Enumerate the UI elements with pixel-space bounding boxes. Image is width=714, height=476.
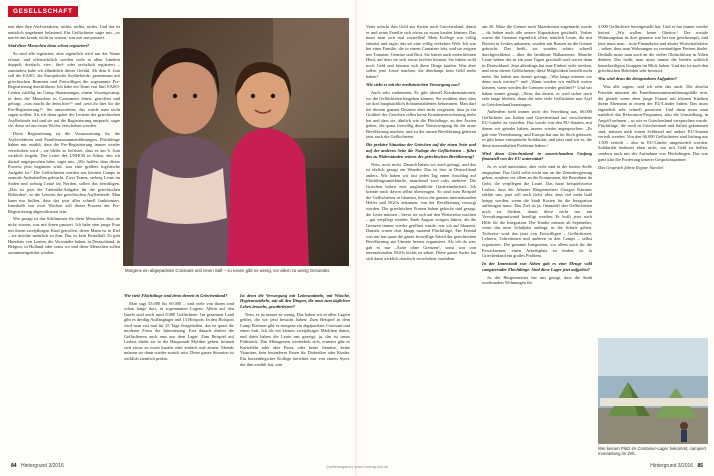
article-paragraph: Außerdem steht immer noch der Verteilung aus, 66.000 Geflüchtete aus Italien und Griechenland auf verschiedene EU-Länder zu verteilen. Das wurde von den EU-Staaten, mit denen wir geredet haben, immer wieder angesprochen: „Es gab eine Vereinbarung, und Europa hat uns im Stich gelassen, es gibt keine europäische Solidarität, und jetzt sind wir es, die diese massenhaften Probleme haben.“ bbox=[482, 109, 592, 148]
footer-source-line: Quelle/angaben: www.hintergrund.de bbox=[325, 465, 389, 469]
interview-question: Sind diese Menschen denn schon registriert? bbox=[8, 43, 90, 49]
left-column-2 bbox=[124, 290, 234, 460]
article-paragraph: am 20. März die Grenze nach Mazedonien zugemacht wurde – da haben auch alle unsere Kapazitäten geschafft. Vorher waren die Grenzen eigentlich offen, nämlich Leute, die mit Booten in Lesbos ankamen, wurden mit Bussen an die Grenze gebracht. Das heißt, sie wurden relativ schnell durchgeschleust – über die berühmte Balkanroute. Manche Leute haben das in ein paar Tagen geschafft und waren dann in Deutschland. Jetzt allerdings hat eine Einheit viele stecken, und zwar diesen Geflüchteten, diese Möglichkeit bestellt nicht mehr. Sie haben uns immer gefragt, „Wie lange müssen wir denn noch warten?“ und „Wann werden wir endlich weiter können, wann werden die Grenzen wieder geöffnet?“ Und wir haben immer gesagt, „Nein, das dauert, es wird sicher noch sehr lange bleiben, dann das sehr viele Geflüchtete nun Asyl in Griechenland beantragen. bbox=[482, 24, 592, 107]
article-paragraph: Nein, noch nicht. Danach haben wir auch gefragt, und das ist ehrlich gesagt ein Wunder. Das ist hier in Deutschland anders. Wir haben wir fast jeden Tag einen Anschlag auf Flüchtlingsunterkünfte, manchmal zwei oder mehrere. Die Griechen haben eine unglaubliche Gastfreundschaft. Ich konnte mich davon selbst überzeugen. So sind zum Beispiel die Geflüchteten in Idomeni, bevor die ganzen internationalen Helfer und NGOs ankamen, von der Bevölkerung versorgt worden. Die griechischen Frauen haben gekocht und gesagt, die Leute müssen – bevor sie sich auf den Weiterreise machen – gut verpflegt werden. Ende August vorigen Jahres, als die Grenzen immer wieder geöffnet wurde, war ich auf Idomeni. Damals waren dort knapp tausend Flüchtlinge. Ein Freund von mir hat quasi die ganze freiwillige Arbeit der griechischen Bevölkerung am Umsetz heraus organisiert. Als ich da war, gab es nur „Ärzte ohne Grenzen“, sonst war von internationalen NGOs nichts zu sehen. Diese ganze Sache hat sich dann wirklich drastisch verschoben, nachdem bbox=[366, 161, 476, 261]
left-photo-caption: Morgens ein abgepacktes Croissant und einen Saft – zu essen gibt es wenig, vor allem zu wenig Gesundes bbox=[125, 268, 330, 273]
left-page bbox=[0, 0, 356, 476]
interview-question: Ist denn die Versorgung mit Lebensmitteln, mit Wäsche, Hygieneartikeln, mit all den Dingen, die man zum täglichen Leben braucht, gewährleistet? bbox=[240, 292, 350, 309]
mother-child-photo bbox=[123, 18, 349, 266]
right-column-1 bbox=[366, 24, 476, 460]
article-paragraph: Ja, der Bürgermeister hat uns gesagt, dass die Stadt zweihundert Wohnungen für bbox=[482, 274, 592, 286]
right-issue-label: Hintergrund 3/2016 bbox=[650, 463, 694, 469]
left-page-number: 84 bbox=[11, 463, 17, 469]
article-paragraph: Man sagt 55.000 bis 60.000 – und viele von ihnen sind schon lange dort, in sogenannten Lagern. Allein auf den Inseln sind noch rund 8.000 Geflüchtete. Im gesamten Land gibt es dreißig Auffanglager und 13 Hotspots. In den Hotspots wird man erst mal für 25 Tage festgehalten, das ist quasi die moderne Form der Internierung. Erst danach dürfen die Geflüchteten auch raus aus dem Lager. Zum Beispiel auf Lesbos direkt sie in die Hauptstadt Mytilini gehen, können sich etwas zu essen kaufen oder einfach mal atmen. Abends müssen sie dann wieder zurück sein. Diese ganze Situation ist wirklich ziemlich prekär. bbox=[124, 300, 234, 362]
right-footer bbox=[650, 463, 706, 469]
interview-question: Was wird denn die dringendsten Aufgaben? bbox=[598, 76, 677, 82]
article-paragraph: Was alle sagten, und ich sehe das auch: Die absolut Priorität müssten die Familienzusammenführungsfälle sein, die gerade wenn eben junge Frauen mit kleinen Kindern ihrem Ehemann in einem der EU-Länder haben. Das muss eigentlich sehr schnell passieren. Und dann muss man natürlich das Relocation-Programm, also die Umsiedlung, in Angriff nehmen – so wie es Griechenland versprochen wurde. Flüchtlinge, die noch in Griechenland und Italien gekommen sind, müssen nach einem Schlüssel auf andere EU-Staaten verteilt werden. Von den 66.000 Geflüchteten sind bislang nur 1.500 verteilt – also in EU-Länder umgesiedelt worden. Solidarität bedeutet eben nicht, nur mit Geld zu helfen, sondern auch mit der Aufnahme von Flüchtlingen. Das war ganz klar die Forderung unserer Gesprächspartner. bbox=[598, 84, 708, 162]
article-paragraph: Vater schickt ihm Geld aus Syrien nach Griechenland, damit er und seine Familie sich etwas zu essen kaufen können. Das muss man sich mal vorstellen! Mein Kollege war völlig entsetzt und sagte, das sei eine völlig verkehrte Welt. Ich war bei einer Familie, die in einem Container lebt, und sie zeigten mir Tomaten, Gemüse und Brot. Sie hatten auch einen kleinen Herd, auf dem sie sich etwas kochen können. Sie haben wohl noch Geld und können sich diese Dinge kaufen. Was aber sollen jene Leute machen, die überhaupt kein Geld mehr haben? bbox=[366, 24, 476, 79]
interview-question: Wie viele Flüchtlinge sind denn derzeit in Griechenland? bbox=[124, 292, 228, 298]
right-column-3 bbox=[598, 24, 708, 334]
right-page-number: 85 bbox=[697, 463, 703, 469]
section-rubric: GESELLSCHAFT bbox=[8, 6, 78, 17]
right-photo-caption: Wer keinen Platz im Container-Lager bekommt, campiert monatelang im Zelt. bbox=[598, 446, 707, 457]
left-footer bbox=[8, 463, 64, 469]
left-column-1 bbox=[8, 24, 120, 460]
interview-question: Wird denn Griechenland in ausreichendem Umfang finanziell von der EU unterstützt? bbox=[482, 150, 592, 162]
interview-question: Wie sieht es mit der medizinischen Versorgung aus? bbox=[366, 81, 460, 87]
article-paragraph: 3.000 Geflüchtete bereitgestellt hat. Und er hat immer wieder betont: „Wir wollen keine Ghettos.“ Der soziale Wohnungsbau ist dort genauso wie bei uns geschrumpft, und jetzt muss man – trotz Finanzkrise und akuter Wirtschaftskrise – sehen, dass man Wohnungen zu vernünftigen Preisen findet. Deshalb muss man auch an die vielen Obdachlosen in Athen denken. Das heißt, man muss immer die beiden wirklich benachteiligten Gruppen im Blick haben. Und das ist auch den griechischen Behörden sehr bewusst. bbox=[598, 24, 708, 74]
left-issue-label: Hintergrund 3/2016 bbox=[20, 463, 64, 469]
right-page bbox=[358, 0, 714, 476]
interview-signature: Das Gespräch führte Regine Naeckel bbox=[598, 165, 664, 171]
interview-question: In der Innenstadt von Athen gab es eine Menge wild campierender Flüchtlinge. Sind diese Lager jetzt aufgelöst? bbox=[482, 261, 592, 272]
article-paragraph: Diese Registrierung ist die Voraussetzung für die Asylverfahren und Familienzusammenführungen. Flüchtlinge haben mir erzählt, dass die Pre-Registrierung immer wieder verschoben wird – sie bleibt so befristet, dass es am 6. Juni wirklich losgeht. Der Leiter des UNHCR in Athen, den ich darauf angesprochen habe, sagte mir, „Wir hoffen, dass dieser Prozess jetzt beginnen wird, was eine größere logistische Aufgabe ist.“ Die Geflüchteten werden aus kleinen Camps in zentrale Anlaufstellen gebracht. Zwei Teams, siebzig Leute im Süden und siebzig Leute im Norden, sollen das bewältigen. „Das ist jetzt die Tætitabla-Aufgabe für die griechischen Behörden“, so die Leiterin der griechischen Asylbehörde. Man kann nur hoffen, dass das jetzt alles schnell funktioniert. Innerhalb von zwei Wochen soll dieser Prozess der Pre-Registrierung abgeschlossen sein. bbox=[8, 131, 120, 214]
article-paragraph: So sind alle registriert, aber eigentlich wird nur der Name erfasst, und offensichtlich werden viele in allen Ländern doppelt, dreifach, vier-, fünf- oder sechsfach registriert – zumindest habe ich allmählich dieses Gefühl. Ab dem 6. Juni soll die EASO, die Europäische Asylbehörde, gemeinsam mit griechischen Beamten und Freiwilligen die sogenannte Pre-Registrierung durchführen. Ich habe ein Team von fünf EASO-Leuten zufällig im Camp Skaramangas, einem Vorzeigecamp, in dem die Menschen in Containern leben, getroffen und gefragt, „was macht ihr denn hier?“ und „seid ihr hier für die Pre-Registrierung?“. Sie antworteten, das würde man nicht sagen wollen. Als ich dann später die Leiterin der griechischen Asylbehörde traf und sie auf die Registrierung ansprach, sagte sie, diese sei ein erster Woche verschoben worden. bbox=[8, 51, 120, 129]
article-paragraph: nen über ihre Asylverfahren, nichts, nichts, nichts. Und das ist natürlich ungeheuer belastend. Ein Geflüchteter sagte mir, „es macht uns krank, nicht zu wissen, was mit uns passiert. bbox=[8, 24, 120, 41]
left-column-3 bbox=[240, 290, 350, 460]
camp-tent-photo bbox=[598, 338, 708, 444]
right-column-2 bbox=[482, 24, 592, 460]
article-paragraph: Nein, es ist immer zu wenig. Das haben wir in allen Lagern gehört, die wir jetzt besucht haben: Zum Beispiel in dem Camp Elaionas gibt es morgens ein abgepacktes Croissant und einen Saft. Ich als ein kleines zweijähriges Mädchen damit, und dann haben die Leute uns gezeigt, ja, das ist unser Frühstück. Das Mittagessen wiederholt sich, erinnert gibt es Kartoffeln oder aber Pasta, oder keine Gemüse, keine Vitamine, kein besonderes Essen für Diabetiker oder Kinder. Ein kurzentlegicher Kollege berichtet mir von einem Syrer, der ihm erzählt hat, sein bbox=[240, 311, 350, 367]
article-paragraph: Ja, es wird unterstützt, aber viele sind in der letzten Stelle eingeplant. Das Geld sollte nicht nur an die Zentralregierung gehen, sondern vor allem an die Kommunen, die Bewohner da Geld, die verpflegen die Leute. Das hatte beispielsweise Lesbos, dass der Athener Bürgermeister Giorgos Kaminis erklärt uns, jetzt soll noch Geld, aber, dass viel mehr bald knapp werden, wenn die Stadt Kosten für die Integration aufbringen muss. Das Ziel ist ja, finanziell den Geflüchteten noch zu fördern, damit diese nicht nur am Verwaltungsaufwand beteiligt werden. Er hofft jetzt auch Hilfe für die Integration. Die Kinder müssen ab September, wenn das neue Schuljahr anfängt, in die Schule gehen. Teilweise wird das jetzt von Freiwilligen – Geflüchteten, Lehrern, Lehrerinnen und anderen in den Camps – selbst organisiert. Die gesamte Integration, vor allem auch für die Erwachsenen, einen Arbeitsplatz zu finden, ist in Griechenland ein großes Problem. bbox=[482, 164, 592, 259]
interview-question: Die prekäre Situation der Griechen auf der einen Seite und auf der anderen Seite die Notlage der Geflüchteten – führt das zu Widerständen seitens der griechischen Bevölkerung? bbox=[366, 142, 476, 159]
article-paragraph: Auch sehr rudimentär. Es gibt überall Krankenstationen, wo die Geflüchteten hingehen können. Sie erzählen aber, dass sie dort hauptsächlich Schmerztabletten bekommen. Man darf bei diesem ganzen Desaster aber nicht vergessen, dass ja ein Großteil der Griechen selbst keine Krankenversicherung mehr hat und dass sie, ähnlich wie die Flüchtlinge, zu den Ärzten gehen, die quasi freiwillig diese Notversorgung für die arme Bevölkerung machen, und zu der armen Bevölkerung gehören jetzt auch die Geflüchteten. bbox=[366, 90, 476, 140]
article-paragraph: Wie gesagt ist das Schlimmste für diese Menschen, dass sie nicht wissen, was mit ihnen passiert. Ich habe eine junge Frau mit ihrem zweijährigen Kind getroffen, deren Mann ist in Kiel – sie möchte natürlich zu ihm. Das ist kein Einzelfall. Es gibt Hunderte von Leuten, die Verwandte haben, in Deutschland, in Belgien, in Holland oder sonst wo und diese Menschen sollen zusammengeführt werden. bbox=[8, 216, 120, 255]
